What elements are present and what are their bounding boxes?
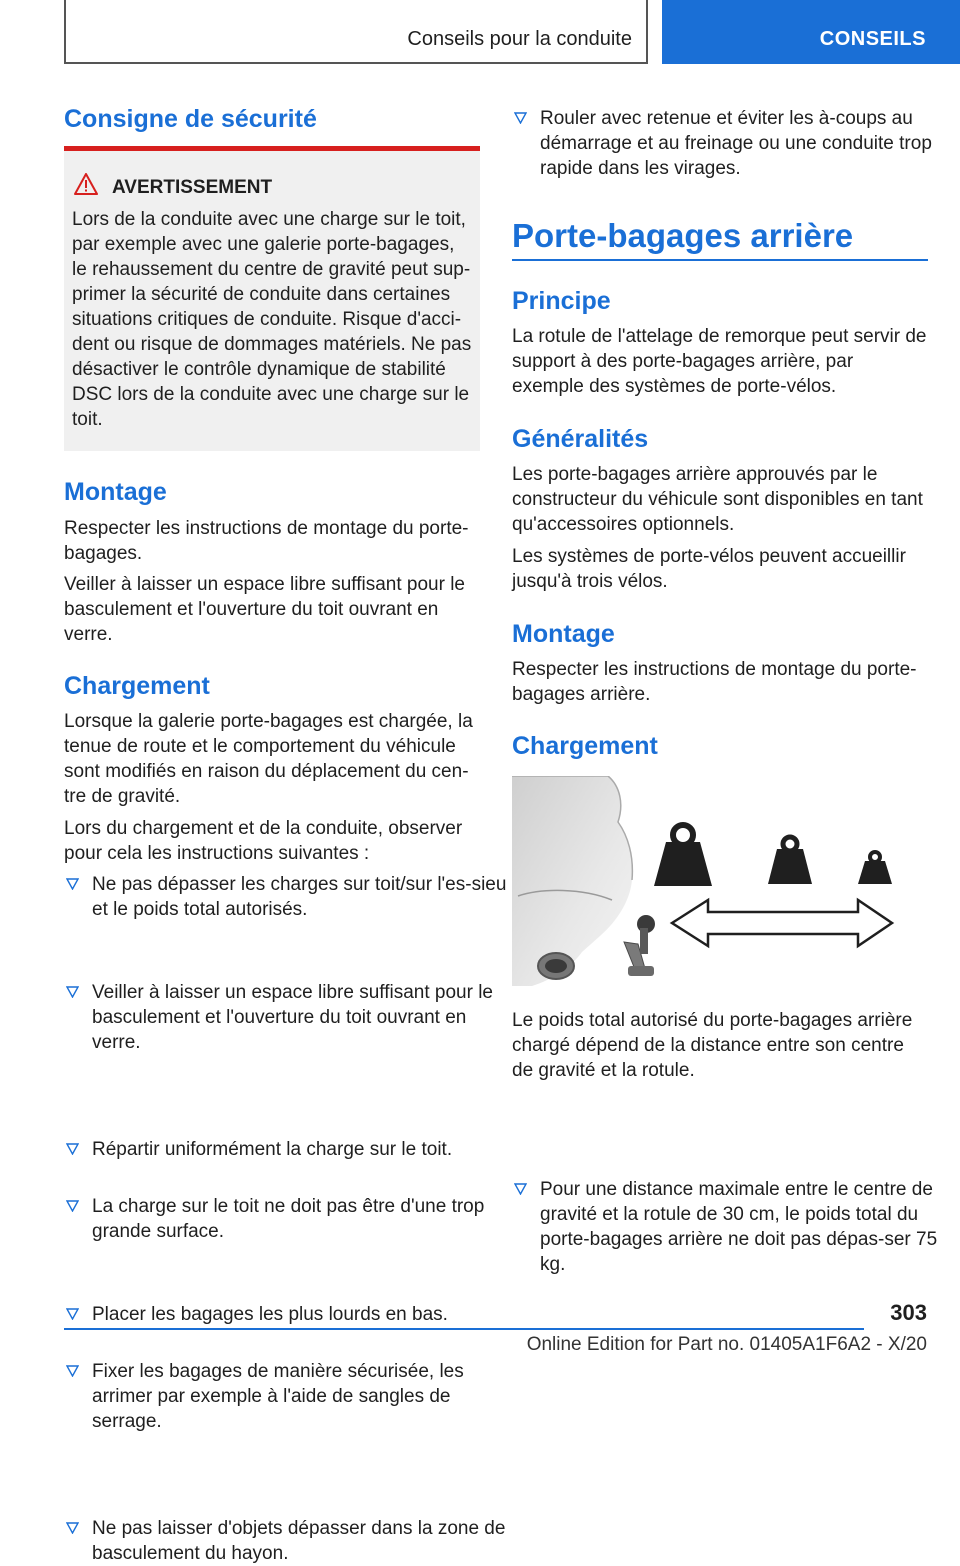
weight-medium-icon (768, 837, 812, 884)
list-item (64, 1137, 508, 1162)
generalites-heading: Généralités (512, 425, 649, 453)
montage-paragraph-2: Veiller à laisser un espace libre suffisant pour le basculement et l'ouverture du toit ouvrant en verre. (64, 574, 465, 645)
bullet-text: Pour une distance maximale entre le centre de gravité et la rotule de 30 cm, le poids total du porte-bagages arrière ne doit pas dépas-ser 75 kg. (540, 1179, 938, 1275)
safety-heading: Consigne de sécurité (64, 105, 317, 133)
bullet-triangle-icon (66, 1200, 79, 1212)
chapter-title: Conseils pour la conduite (407, 28, 632, 50)
chargement-heading: Chargement (512, 732, 658, 760)
left-column (64, 0, 507, 1564)
warning-box (64, 151, 480, 451)
list-item (64, 1302, 508, 1327)
generalites-paragraph-1: Les porte-bagages arrière approuvés par le constructeur du véhicule sont disponibles en tant qu'accessoires optionnels. (512, 464, 923, 535)
warning-text: Lors de la conduite avec une charge sur le toit, par exemple avec une galerie porte-bagages, le rehaussement du centre de gravité peut sup-primer la sécurité de conduite dans certaines situations critiques de conduite. Risque d'acci-dent ou risque de dommages matériels. Ne pas désactiver le contrôle dynamique de stabilité DSC lors de la conduite avec une charge sur le toit. (72, 209, 472, 430)
page-title: Porte-bagages arrière (512, 217, 854, 254)
bullet-triangle-icon (66, 1365, 79, 1377)
bullet-text: Placer les bagages les plus lourds en bas. (92, 1304, 448, 1325)
bullet-triangle-icon (66, 986, 79, 998)
list-item (64, 1359, 508, 1434)
principe-paragraph: La rotule de l'attelage de remorque peut servir de support à des porte-bagages arrière, par exemple des systèmes de porte-vélos. (512, 326, 927, 397)
footer-rule (64, 1328, 864, 1330)
list-item (64, 1194, 508, 1244)
bullet-triangle-icon (66, 1522, 79, 1534)
right-column (512, 0, 938, 1275)
chargement-paragraph: Le poids total autorisé du porte-bagages arrière chargé dépend de la distance entre son centre de gravité et la rotule. (512, 1010, 913, 1081)
warning-title: AVERTISSEMENT (112, 177, 273, 198)
car-rear-illustration (512, 776, 632, 986)
bullet-triangle-icon (66, 878, 79, 890)
bullet-text: Ne pas dépasser les charges sur toit/sur l'es-sieu et le poids total autorisés. (92, 874, 507, 920)
page-number: 303 (890, 1300, 927, 1325)
distance-arrow-icon (672, 900, 892, 946)
principe-heading: Principe (512, 287, 611, 315)
list-item (512, 1177, 956, 1277)
section-title: CONSEILS (819, 28, 926, 50)
bullet-triangle-icon (66, 1143, 79, 1155)
list-item (64, 980, 508, 1055)
edition-note: Online Edition for Part no. 01405A1F6A2 - X/20 (526, 1334, 927, 1355)
tow-hitch-illustration (624, 915, 655, 976)
chargement-paragraph-1: Lorsque la galerie porte-bagages est chargée, la tenue de route et le comportement du véhicule sont modifiés en raison du déplacement du cen-tre de gravité. (64, 711, 473, 807)
weight-large-icon (654, 825, 712, 886)
bullet-text: Fixer les bagages de manière sécurisée, les arrimer par exemple à l'aide de sangles de serrage. (92, 1361, 464, 1432)
list-item (64, 1516, 508, 1566)
title-rule (512, 259, 928, 261)
montage-heading: Montage (512, 620, 615, 648)
list-item (64, 872, 508, 922)
bullet-triangle-icon (66, 1308, 79, 1320)
chargement-heading: Chargement (64, 672, 210, 700)
weight-small-icon (858, 852, 892, 884)
bullet-text: La charge sur le toit ne doit pas être d'une trop grande surface. (92, 1196, 485, 1242)
load-distance-illustration (512, 776, 928, 990)
montage-paragraph: Respecter les instructions de montage du porte-bagages arrière. (512, 659, 917, 705)
warning-triangle-icon (74, 173, 98, 195)
list-item (512, 106, 956, 181)
bullet-triangle-icon (514, 112, 527, 124)
bullet-text: Veiller à laisser un espace libre suffisant pour le basculement et l'ouverture du toit ouvrant en verre. (92, 982, 493, 1053)
bullet-text: Ne pas laisser d'objets dépasser dans la zone de basculement du hayon. (92, 1518, 506, 1564)
generalites-paragraph-2: Les systèmes de porte-vélos peuvent accueillir jusqu'à trois vélos. (512, 546, 906, 592)
chargement-paragraph-2: Lors du chargement et de la conduite, observer pour cela les instructions suivantes : (64, 818, 463, 864)
montage-paragraph-1: Respecter les instructions de montage du porte-bagages. (64, 518, 469, 564)
bullet-triangle-icon (514, 1183, 527, 1195)
bullet-text: Répartir uniformément la charge sur le toit. (92, 1139, 453, 1160)
bullet-text: Rouler avec retenue et éviter les à-coups au démarrage et au freinage ou une conduite trop rapide dans les virages. (540, 108, 932, 179)
montage-heading: Montage (64, 478, 167, 506)
